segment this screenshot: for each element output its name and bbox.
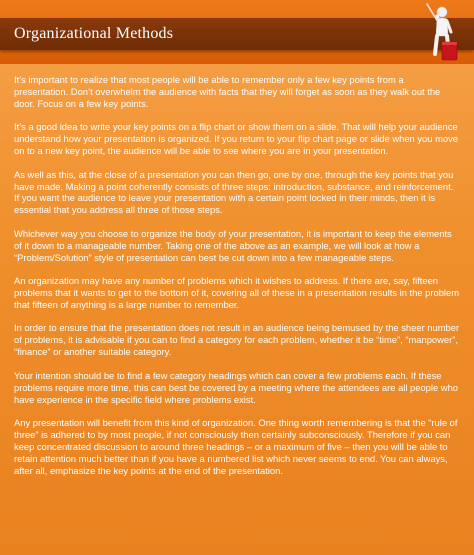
- presenter-figure-icon: [418, 2, 464, 62]
- paragraph: Your intention should be to find a few category headings which can cover a few problems each. If these problems require more time, this can best be covered by a meeting where the attendees are all people who have experience in the specific field where problems exist.: [14, 369, 458, 405]
- paragraph: It’s a good idea to write your key points on a flip chart or show them on a slide. That will help your audience understand how your presentation is organized. If you return to your flip chart page or slide when you move on to a new key point, the audience will be able to see where you are in your presentation.: [14, 121, 459, 157]
- paragraph: Any presentation will benefit from this kind of organization. One thing worth remembering is that the “rule of three” is adhered to by most people, if not consciously then certainly subconsciously. Therefore if you can keep concentrated discussion to around three headings – or a maximum of five – then you will be able to retain attention much better than if you have a numbered list which never seems to end. You can always, after all, emphasize the key points at the end of the presentation.: [14, 417, 458, 476]
- body-text: [14, 74, 460, 488]
- paragraph: It’s important to realize that most people will be able to remember only a few key points from a presentation. Don’t overwhelm the audience with facts that they will forget as soon as they walk out the door. Focus on a few key points.: [14, 74, 441, 109]
- paragraph: In order to ensure that the presentation does not result in an audience being bemused by the sheer number of problems, it is advisable if you can to find a category for each problem, whether it be “time”, “manpower”, “finance” or another suitable category.: [14, 322, 460, 358]
- paragraph: An organization may have any number of problems which it wishes to address. If there are, say, fifteen problems that it wants to get to the bottom of it, covering all of these in a presentation results in the problem that fifteen of anything is a large number to remember.: [14, 275, 460, 310]
- paragraph: As well as this, at the close of a presentation you can then go, one by one, through the key points that you have made. Making a point coherently consists of three steps: introduction, substance, and reinforcement. If you want the audience to leave your presentation with a certain point locked in their minds, then it is essential that you address all three of those steps.: [14, 168, 454, 216]
- page-title: Organizational Methods: [14, 25, 174, 42]
- paragraph: Whichever way you choose to organize the body of your presentation, it is important to keep the elements of it down to a manageable number. Taking one of the above as an example, we will look at how a “Problem/Solution” style of presentation can best be cut down into a few manageable steps.: [14, 227, 452, 263]
- slide-header: [0, 0, 474, 64]
